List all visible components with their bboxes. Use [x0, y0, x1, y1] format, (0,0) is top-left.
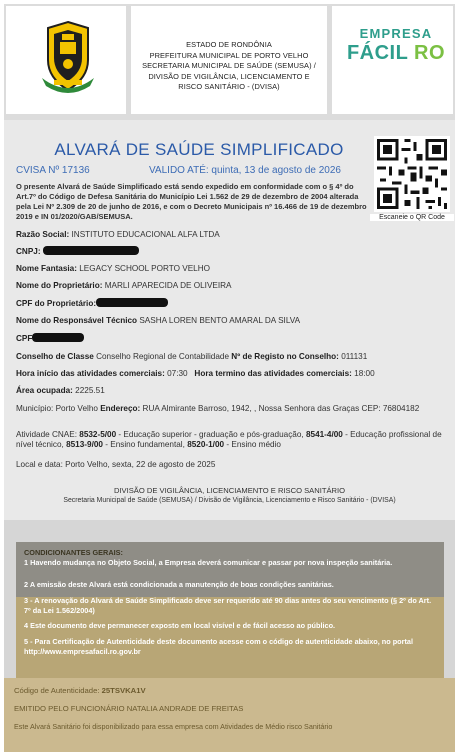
razao-social-value: INSTITUTO EDUCACIONAL ALFA LTDA: [71, 230, 220, 239]
auth-code[interactable]: 25TSVKA1V: [101, 686, 146, 695]
agency-line-prefecture: PREFEITURA MUNICIPAL DE PORTO VELHO: [149, 50, 309, 60]
header: [4, 4, 455, 120]
cnae-2-desc: - Educação profissional de nível técnico,: [16, 430, 442, 449]
hora-termino-value: 18:00: [354, 369, 375, 378]
agency-line-secretariat: SECRETARIA MUNICIPAL DE SAÚDE (SEMUSA) /: [142, 61, 316, 71]
hora-inicio-value: 07:30: [167, 369, 188, 378]
qr-code-icon[interactable]: [374, 136, 450, 212]
horario-row: [16, 369, 375, 379]
nome-fantasia-row: [16, 264, 210, 274]
footer-division-subtitle: Secretaria Municipal de Saúde (SEMUSA) / Divisão de Vigilância, Licenciamento e Risco Sanitário - (DVISA): [63, 497, 396, 504]
footer-division-title: DIVISÃO DE VIGILÂNCIA, LICENCIAMENTO E RISCO SANITÁRIO: [113, 486, 346, 495]
condition-item-5: 5 - Para Certificação de Autenticidade deste documento acesse com o código de autenticidade abaixo, no portal http://www.empresafacil.ro.gov.br: [24, 637, 413, 656]
condition-item-1: 1 Havendo mudança no Objeto Social, a Empresa deverá comunicar e passar por nova inspeção sanitária.: [24, 558, 393, 567]
local-data-row: Local e data: Porto Velho, sexta, 22 de agosto de 2025: [16, 460, 216, 469]
agency-line-dvisa: RISCO SANITÁRIO - (DVISA): [178, 82, 280, 92]
cnpj-redacted: [43, 246, 139, 255]
cpf-proprietario-redacted: [96, 298, 168, 307]
cnae-prefix: Atividade CNAE:: [16, 430, 77, 439]
endereco-value: RUA Almirante Barroso, 1942, , Nossa Senhora das Graças CEP: 76804182: [142, 404, 420, 413]
cnpj-label: CNPJ:: [16, 247, 41, 256]
cnpj-row: [16, 246, 139, 257]
empresa-facil-logo: [332, 6, 453, 114]
area-label: Área ocupada:: [16, 386, 73, 395]
risk-note: Este Alvará Sanitário foi disponibilizado para essa empresa com Atividades de Médio risco Sanitário: [14, 722, 333, 731]
cpf-proprietario-label: CPF do Proprietário:: [16, 299, 97, 308]
condition-item-3: 3 - A renovação do Alvará de Saúde Simplificado deve ser requerido até 90 dias antes do seu vencimento (§ 2º do Art. 7º da Lei 1.562/2004): [24, 596, 432, 615]
certificate-title: ALVARÁ DE SAÚDE SIMPLIFICADO: [54, 140, 344, 159]
crest-box: [6, 6, 126, 114]
responsavel-value: SASHA LOREN BENTO AMARAL DA SILVA: [139, 316, 301, 325]
cnae-4-code: 8520-1/00: [187, 440, 225, 449]
cpf-redacted: [32, 333, 84, 342]
condition-item-2: 2 A emissão deste Alvará está condicionada a manutenção de boas condições sanitárias.: [24, 580, 334, 589]
valid-until: VALIDO ATÉ: quinta, 13 de agosto de 2026: [149, 165, 341, 176]
certificate-body: [4, 120, 455, 520]
cnae-4-desc: - Ensino médio: [224, 440, 281, 449]
area-value: 2225.51: [75, 386, 105, 395]
auth-row: [14, 686, 146, 695]
municipio-text: Município: Porto Velho: [16, 404, 98, 413]
area-row: [16, 386, 105, 396]
cpf-label: CPF: [16, 334, 33, 343]
intro-paragraph: O presente Alvará de Saúde Simplificado está sendo expedido em conformidade com o § 4º do Art.7º do Código de Defesa Sanitária do Município Lei 1.562 de 29 de dezembro de 2004 alterada pela Lei Nº 2.309 de 20 de junho de 2016, e com o Decreto Municipais nº 16.466 de 19 de dezembro 2019 e IN 01/2020/GAB/SEMUSA.: [16, 182, 367, 221]
endereco-row: [16, 404, 446, 414]
proprietario-row: [16, 281, 232, 291]
agency-box: [131, 6, 327, 114]
agency-line-division: DIVISÃO DE VIGILÂNCIA, LICENCIAMENTO E: [148, 71, 310, 81]
coat-of-arms-icon: [38, 20, 98, 96]
cnae-1-desc: - Educação superior - graduação e pós-graduação,: [116, 430, 304, 439]
hora-inicio-label: Hora início das atividades comerciais:: [16, 369, 165, 378]
conselho-label: Conselho de Classe: [16, 352, 94, 361]
cnae-3-desc: - Ensino fundamental,: [102, 440, 185, 449]
conselho-value: Conselho Regional de Contabilidade: [96, 352, 230, 361]
cnae-1-code: 8532-5/00: [79, 430, 117, 439]
logo-word-empresa: EMPRESA: [359, 26, 433, 41]
qr-caption: Escaneie o QR Code: [370, 214, 454, 221]
endereco-label: Endereço:: [100, 404, 141, 413]
cnae-3-code: 8513-9/00: [66, 440, 103, 449]
logo-word-ro: RO: [414, 42, 446, 64]
authentication-panel: [4, 678, 455, 752]
proprietario-label: Nome do Proprietário:: [16, 281, 103, 290]
emitted-by: EMITIDO PELO FUNCIONÁRIO NATALIA ANDRADE DE FREITAS: [14, 704, 244, 713]
razao-social-label: Razão Social:: [16, 230, 70, 239]
hora-termino-label: Hora termino das atividades comerciais:: [194, 369, 352, 378]
auth-label: Código de Autenticidade:: [14, 686, 100, 695]
nome-fantasia-label: Nome Fantasia:: [16, 264, 77, 273]
registro-label: Nº de Registo no Conselho:: [231, 352, 339, 361]
agency-heading: [131, 40, 327, 93]
nome-fantasia-value: LEGACY SCHOOL PORTO VELHO: [79, 264, 210, 273]
logo-word-facil-ro: [346, 42, 446, 65]
responsavel-label: Nome do Responsável Técnico: [16, 316, 138, 325]
logo-word-facil: FÁCIL: [346, 42, 408, 64]
proprietario-value: MARLI APARECIDA DE OLIVEIRA: [104, 281, 232, 290]
permit-document: [4, 4, 455, 752]
conselho-row: [16, 352, 367, 362]
cnae-row: [16, 430, 446, 450]
cpf-row: [16, 333, 84, 344]
conditions-section: [4, 520, 455, 752]
condition-item-4: 4 Este documento deve permanecer exposto em local visível e de fácil acesso ao público.: [24, 621, 336, 630]
conditions-heading: CONDICIONANTES GERAIS:: [24, 548, 123, 557]
cpf-proprietario-row: [16, 298, 168, 309]
cnae-2-code: 8541-4/00: [305, 430, 343, 439]
agency-line-state: ESTADO DE RONDÔNIA: [186, 40, 272, 49]
registro-value: 011131: [341, 352, 368, 361]
responsavel-row: [16, 316, 300, 326]
razao-social-row: [16, 230, 220, 240]
cvisa-number: CVISA Nº 17136: [16, 165, 90, 176]
